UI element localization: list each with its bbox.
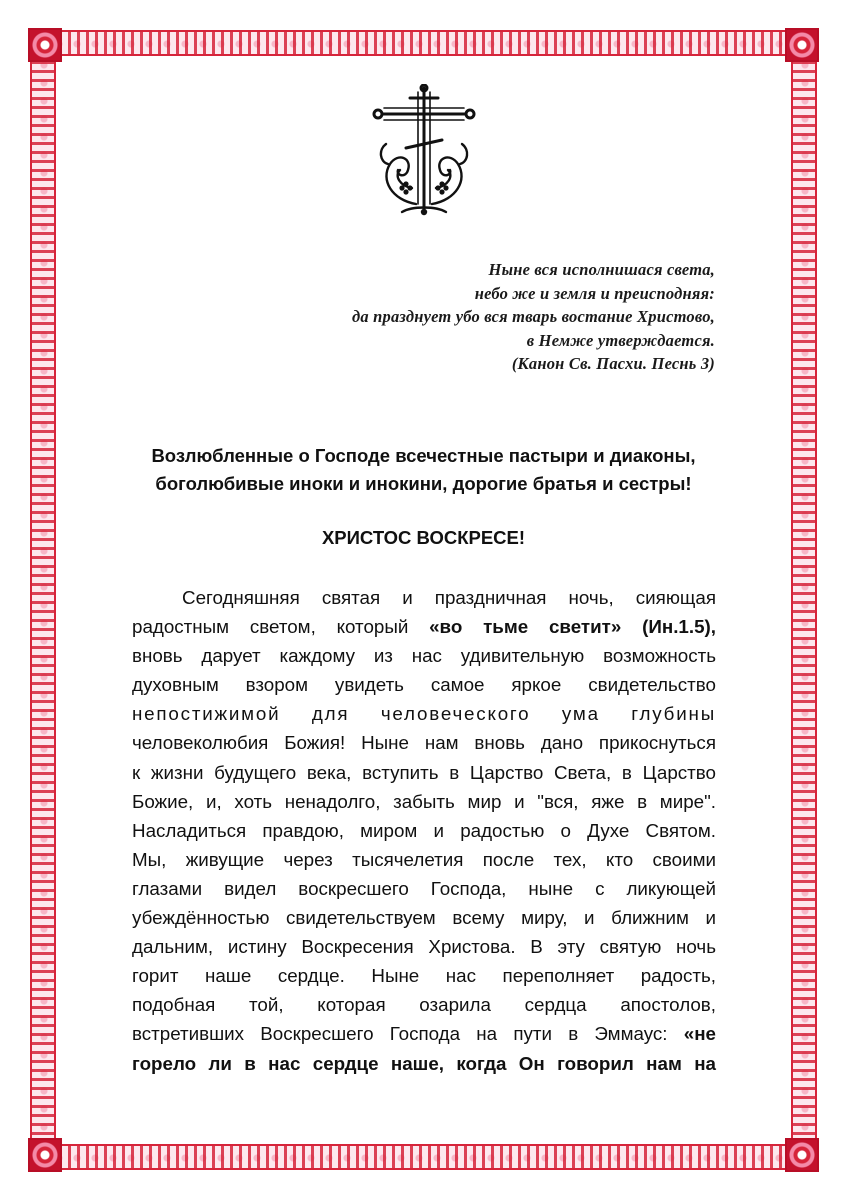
address-line: Возлюбленные о Господе всечестные пастыри и диаконы, [151, 445, 696, 466]
text-line: Божие, и, хоть ненадолго, забыть мир и "вся, яже в мире". [132, 790, 716, 812]
text-run: радостным светом, который [132, 616, 430, 638]
ornament-band-top [32, 32, 815, 56]
ornament-band-right [791, 56, 815, 1144]
ornament-band-bottom [32, 1144, 815, 1168]
corner-ornament-bottom-left [28, 1138, 62, 1172]
ornament-band-left [32, 56, 56, 1144]
corner-ornament-top-right [785, 28, 819, 62]
text-line: Насладиться правдою, миром и радостью о Духе Святом. [132, 819, 716, 841]
page-title: ХРИСТОС ВОСКРЕСЕ! [321, 527, 526, 548]
epigraph [275, 258, 715, 376]
text-line [132, 1049, 716, 1078]
corner-ornament-bottom-right [785, 1138, 819, 1172]
text-line: вновь дарует каждому из нас удивительную возможность [132, 645, 716, 667]
scripture-quote: горело ли в нас сердце наше, когда Он говорил нам на [132, 1052, 716, 1074]
text-line [132, 612, 716, 641]
text-line: непостижимой для человеческого ума глубины [132, 703, 716, 725]
body-text [132, 583, 716, 1078]
scripture-quote: «не [683, 1023, 716, 1045]
text-line: к жизни будущего века, вступить в Царство Света, в Царство [132, 761, 716, 783]
epigraph-line: небо же и земля и преисподняя: [474, 283, 715, 303]
corner-ornament-top-left [28, 28, 62, 62]
orthodox-cross-icon [372, 84, 476, 216]
scripture-quote: «во тьме светит» (Ин.1.5), [429, 616, 716, 638]
address-line: боголюбивые иноки и инокини, дорогие братья и сестры! [155, 473, 692, 494]
text-line: горит наше сердце. Ныне нас переполняет радость, [132, 965, 716, 987]
epigraph-source: (Канон Св. Пасхи. Песнь 3) [511, 354, 715, 373]
text-line: Мы, живущие через тысячелетия после тех, кто своими [132, 848, 716, 870]
text-line: человеколюбия Божия! Ныне нам вновь дано прикоснуться [132, 732, 716, 754]
epigraph-line: в Немже утверждается. [526, 330, 715, 350]
epigraph-line: Ныне вся исполнишася света, [488, 260, 715, 279]
text-line: подобная той, которая озарила сердца апостолов, [132, 994, 716, 1016]
text-line [132, 1019, 716, 1048]
text-line: духовным взором увидеть самое яркое свидетельство [132, 674, 716, 696]
text-run: встретивших Воскресшего Господа на пути в Эммаус: [132, 1023, 684, 1045]
text-line: глазами видел воскресшего Господа, ныне с ликующей [132, 877, 716, 899]
text-line: дальним, истину Воскресения Христова. В эту святую ночь [132, 936, 716, 958]
greeting-address [120, 442, 727, 498]
text-line: Сегодняшняя святая и праздничная ночь, сияющая [182, 587, 716, 608]
epigraph-line: да празднует убо вся тварь востание Христово, [351, 307, 715, 326]
text-line: убеждённостью свидетельствуем всему миру, и ближним и [132, 907, 716, 929]
